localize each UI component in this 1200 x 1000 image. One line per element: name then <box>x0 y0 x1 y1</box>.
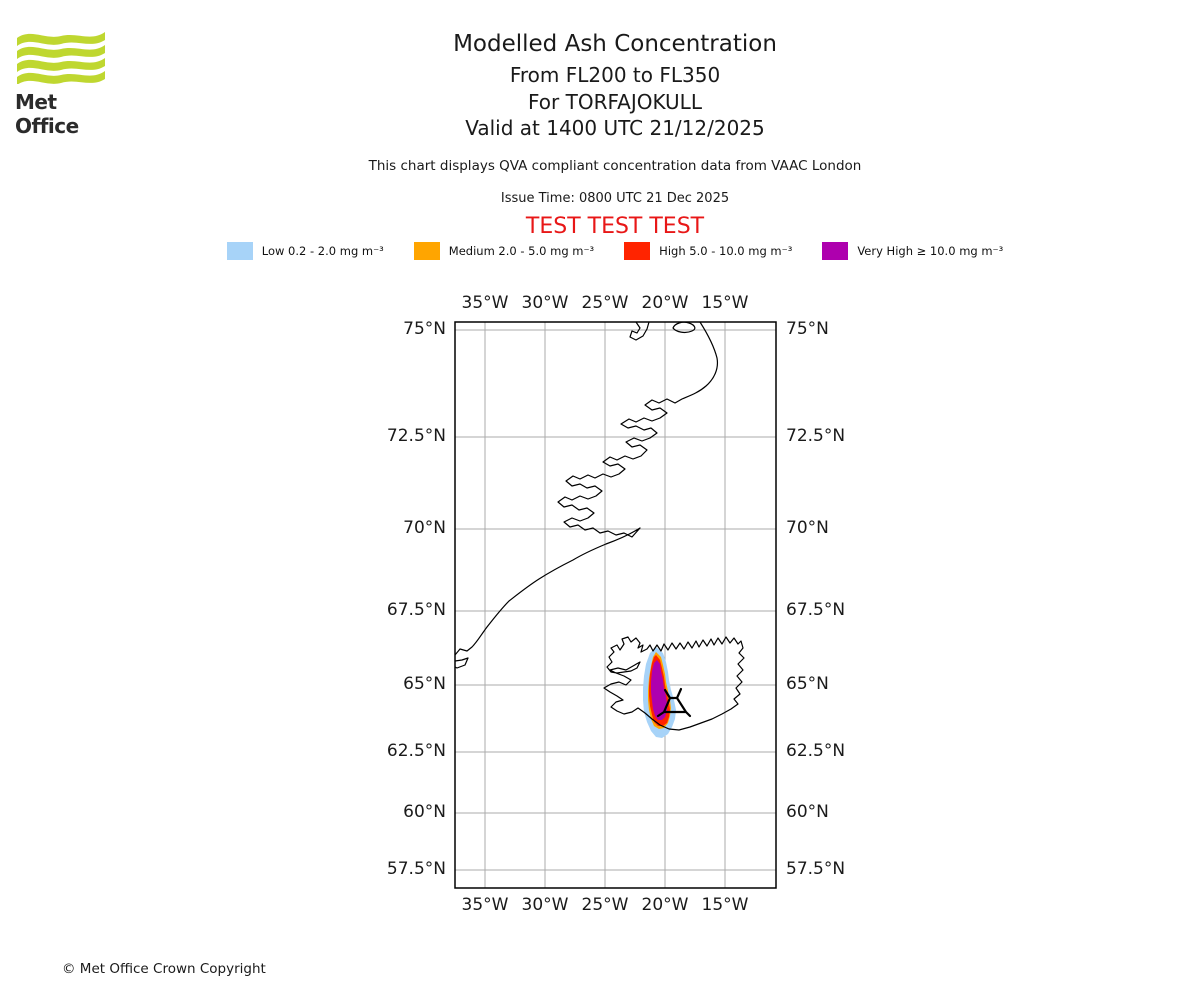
legend-label: Very High ≥ 10.0 mg m⁻³ <box>857 244 1004 258</box>
subtitle-flight-levels: From FL200 to FL350 <box>509 63 721 87</box>
lat-tick-right: 72.5°N <box>786 426 846 446</box>
lat-tick-left: 62.5°N <box>386 741 446 761</box>
legend-label: Medium 2.0 - 5.0 mg m⁻³ <box>448 244 595 258</box>
lon-tick-top: 20°W <box>641 293 689 313</box>
lon-tick-bottom: 15°W <box>701 895 749 915</box>
lon-tick-top: 15°W <box>701 293 749 313</box>
legend-label: High 5.0 - 10.0 mg m⁻³ <box>659 244 793 258</box>
lat-tick-right: 62.5°N <box>786 741 846 761</box>
lon-tick-bottom: 20°W <box>641 895 689 915</box>
met-office-logo-text: Met Office <box>15 90 79 138</box>
page-title: Modelled Ash Concentration <box>453 31 777 57</box>
lat-tick-right: 70°N <box>786 518 829 538</box>
subtitle-volcano: For TORFAJOKULL <box>528 90 702 114</box>
coastlines <box>455 322 744 730</box>
lat-tick-left: 75°N <box>403 319 446 339</box>
lon-tick-top: 35°W <box>461 293 509 313</box>
lat-tick-right: 67.5°N <box>786 600 846 620</box>
greenland-coastline <box>455 322 717 668</box>
lat-tick-left: 70°N <box>403 518 446 538</box>
lat-tick-right: 65°N <box>786 674 829 694</box>
greenland-coast-top-wiggle <box>630 322 649 340</box>
map-gridlines <box>455 322 776 888</box>
lon-tick-bottom: 35°W <box>461 895 509 915</box>
lat-tick-left: 72.5°N <box>386 426 446 446</box>
qva-description: This chart displays QVA compliant concentration data from VAAC London <box>368 158 862 174</box>
lat-tick-left: 60°N <box>403 802 446 822</box>
issue-time: Issue Time: 0800 UTC 21 Dec 2025 <box>500 191 730 206</box>
lon-tick-bottom: 30°W <box>521 895 569 915</box>
lat-tick-left: 67.5°N <box>386 600 446 620</box>
test-banner: TEST TEST TEST <box>525 214 705 239</box>
legend-label: Low 0.2 - 2.0 mg m⁻³ <box>261 244 384 258</box>
lat-tick-right: 57.5°N <box>786 859 846 879</box>
lat-tick-right: 75°N <box>786 319 829 339</box>
lon-tick-bottom: 25°W <box>581 895 629 915</box>
map-border <box>455 322 776 888</box>
lat-tick-right: 60°N <box>786 802 829 822</box>
lon-tick-top: 30°W <box>521 293 569 313</box>
copyright-notice: © Met Office Crown Copyright <box>62 961 266 977</box>
lat-tick-left: 65°N <box>403 674 446 694</box>
lat-tick-left: 57.5°N <box>386 859 446 879</box>
lon-tick-top: 25°W <box>581 293 629 313</box>
greenland-coast-island <box>673 322 695 332</box>
subtitle-valid-time: Valid at 1400 UTC 21/12/2025 <box>465 116 765 140</box>
